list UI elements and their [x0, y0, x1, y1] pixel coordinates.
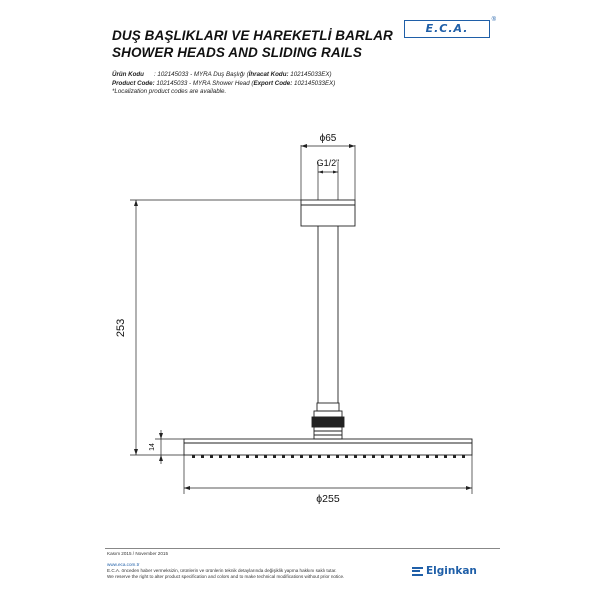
nozzle: [444, 455, 447, 458]
nozzle: [282, 455, 285, 458]
nozzle: [363, 455, 366, 458]
shower-head-plate: [184, 439, 472, 455]
nozzle: [327, 455, 330, 458]
footer-disclaimer-en: We reserve the right to alter product specification and colors and to make technical modifications without prior notice.: [107, 574, 345, 579]
nozzle: [408, 455, 411, 458]
product-code-en-value: 102145033 - MYRA Shower Head (: [154, 80, 254, 87]
nozzle: [417, 455, 420, 458]
dim-label-thread: G1/2": [316, 158, 340, 168]
export-code-en-label: Export Code:: [253, 80, 293, 87]
footer-date: Kasım 2015 / November 2015: [107, 551, 169, 556]
nozzle: [462, 455, 465, 458]
dim-label-top-diameter: ϕ65: [319, 133, 337, 144]
elginkan-brand-text: Elginkan: [426, 565, 477, 577]
dim-label-head-thickness: 14: [149, 443, 156, 451]
nozzle: [246, 455, 249, 458]
nozzle: [237, 455, 240, 458]
nozzle: [192, 455, 195, 458]
nozzle: [255, 455, 258, 458]
nozzle: [210, 455, 213, 458]
nozzle: [390, 455, 393, 458]
nozzle: [291, 455, 294, 458]
nozzle: [273, 455, 276, 458]
page-title-en: SHOWER HEADS AND SLIDING RAILS: [112, 45, 363, 60]
dim-label-head-diameter: ϕ255: [316, 493, 340, 505]
nozzle: [300, 455, 303, 458]
ceiling-flange: [301, 200, 355, 226]
product-code-en-label: Product Code:: [112, 80, 155, 87]
elginkan-mark-icon: [412, 567, 423, 576]
registered-mark: ®: [491, 17, 496, 23]
nozzle: [372, 455, 375, 458]
nozzle: [354, 455, 357, 458]
elginkan-logo: [412, 565, 477, 577]
swivel-nut: [312, 417, 344, 427]
nozzle: [318, 455, 321, 458]
nozzle: [336, 455, 339, 458]
nozzle: [228, 455, 231, 458]
eca-logo-text: E.C.A.: [425, 22, 469, 35]
footer-disclaimer-tr: E.C.A. önceden haber vermeksizin, ürünlerin ve ürünlerin teknik detaylarında değişiklik yapma hakkını saklı tutar.: [107, 568, 337, 573]
nozzle-row: [192, 455, 465, 458]
nozzle: [264, 455, 267, 458]
nozzle: [426, 455, 429, 458]
product-code-tr-value: : 102145033 - MYRA Duş Başlığı (: [153, 71, 249, 78]
export-code-tr-label: İhracat Kodu:: [248, 71, 289, 78]
page-title-tr: DUŞ BAŞLIKLARI VE HAREKETLİ BARLAR: [112, 28, 393, 43]
product-code-tr-label: Ürün Kodu: [112, 71, 144, 78]
export-code-tr-value: 102145033EX): [288, 71, 332, 78]
nozzle: [219, 455, 222, 458]
nozzle: [201, 455, 204, 458]
export-code-en-value: 102145033EX): [292, 80, 336, 87]
footer-divider: [105, 548, 500, 549]
nozzle: [309, 455, 312, 458]
dim-label-height: 253: [115, 318, 127, 338]
footer-website-link[interactable]: www.eca.com.tr: [107, 562, 140, 567]
nozzle: [435, 455, 438, 458]
nozzle: [381, 455, 384, 458]
nozzle: [345, 455, 348, 458]
nozzle: [399, 455, 402, 458]
localization-note: *Localization product codes are available.: [112, 88, 227, 95]
nozzle: [453, 455, 456, 458]
arm-coupling: [317, 403, 339, 411]
